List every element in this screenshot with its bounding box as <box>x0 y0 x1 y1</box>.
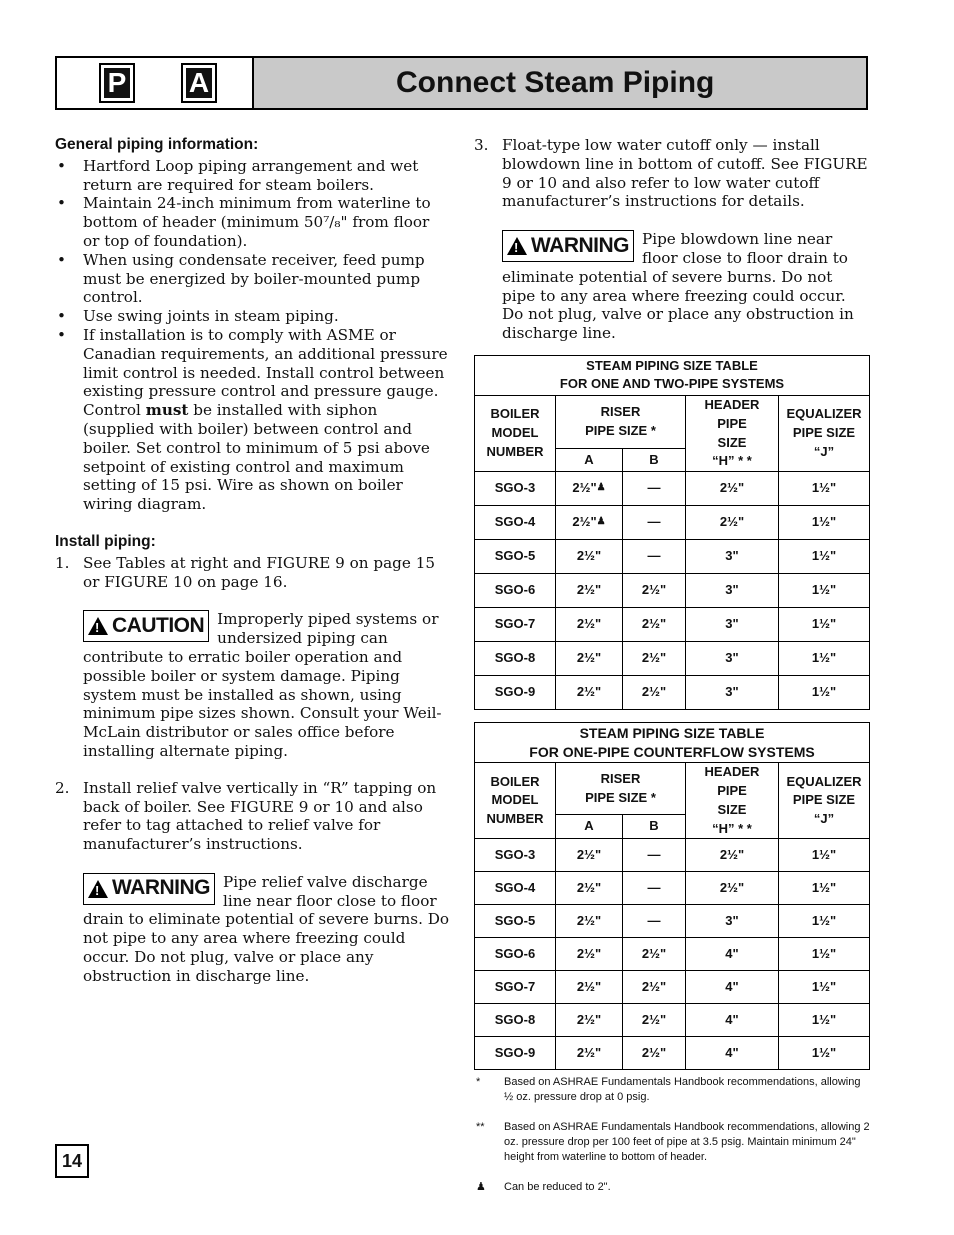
reduction-mark-icon: ♟ <box>596 482 606 494</box>
header-line: HEADER <box>704 396 760 412</box>
col-header-b: B <box>623 815 686 839</box>
col-header-b: B <box>623 448 686 471</box>
footnote <box>474 1120 870 1165</box>
cell-riser-a <box>556 506 623 540</box>
cell-model: SGO-5 <box>475 540 556 574</box>
header-line: “J” <box>813 811 835 827</box>
step-number: 1. <box>55 553 70 572</box>
header-line: “H” * * <box>712 453 752 469</box>
caution-block <box>83 610 450 760</box>
cell-header: 3" <box>686 574 779 608</box>
cell-model: SGO-3 <box>475 472 556 506</box>
cell-header: 3" <box>686 642 779 676</box>
col-header-riser <box>556 763 686 815</box>
header-line: HEADER <box>704 764 760 780</box>
warning-text: Pipe relief valve discharge line near floor close to floor drain to eliminate potential of severe burns. Do not pipe to any area where freezing could occur. Do not plug, valve or place any obstruction in discharge line. <box>83 872 450 985</box>
col-header-equalizer <box>779 395 870 471</box>
cell-equalizer: 1½" <box>779 506 870 540</box>
bullet-item: • When using condensate receiver, feed pump must be energized by boiler-mounted pump control. <box>55 251 450 307</box>
table-row <box>475 574 870 608</box>
header-line: SIZE <box>717 434 747 450</box>
cell-equalizer: 1½" <box>779 472 870 506</box>
table-title <box>475 355 870 395</box>
step-number: 2. <box>55 778 70 797</box>
warning-badge <box>502 230 634 262</box>
cell-header: 3" <box>686 608 779 642</box>
cell-riser-b: — <box>623 872 686 905</box>
cell-riser-b: — <box>623 506 686 540</box>
header-line: SIZE <box>717 801 747 817</box>
footnote <box>474 1075 870 1105</box>
footnote-mark: ♟ <box>476 1181 486 1194</box>
cell-riser-a: 2½" <box>556 540 623 574</box>
footnote-mark: ** <box>476 1121 485 1134</box>
caution-badge <box>83 610 209 642</box>
table-row <box>475 839 870 872</box>
cell-riser-b: 2½" <box>623 608 686 642</box>
cell-riser-a: 2½" <box>556 938 623 971</box>
bullet-item: • Hartford Loop piping arrangement and wet return are required for steam boilers. <box>55 157 450 195</box>
cell-header: 4" <box>686 1004 779 1037</box>
caution-label: CAUTION <box>112 613 205 637</box>
cell-riser-b: 2½" <box>623 938 686 971</box>
footnote <box>474 1180 870 1195</box>
cell-riser-a: 2½" <box>556 905 623 938</box>
cell-riser-a: 2½" <box>556 642 623 676</box>
table-row <box>475 938 870 971</box>
cell-equalizer: 1½" <box>779 971 870 1004</box>
cell-model: SGO-9 <box>475 1037 556 1070</box>
cell-equalizer: 1½" <box>779 1004 870 1037</box>
cell-header: 4" <box>686 1037 779 1070</box>
cell-riser-a: 2½" <box>556 574 623 608</box>
assembly-tab-icon: A <box>181 63 217 103</box>
cell-equalizer: 1½" <box>779 608 870 642</box>
header-line: RISER <box>600 404 641 420</box>
cell-riser-b: — <box>623 839 686 872</box>
cell-model: SGO-7 <box>475 971 556 1004</box>
header-line: BOILER <box>490 773 540 789</box>
header-line: PIPE SIZE * <box>585 422 656 438</box>
cell-riser-b: 2½" <box>623 574 686 608</box>
cell-equalizer: 1½" <box>779 839 870 872</box>
col-header-model <box>475 395 556 471</box>
header-line: EQUALIZER <box>786 406 862 422</box>
footnotes <box>474 1075 870 1195</box>
cell-riser-b: 2½" <box>623 1037 686 1070</box>
cell-model: SGO-7 <box>475 608 556 642</box>
warning-text: Pipe blowdown line near floor close to floor drain to eliminate potential of severe burns. Do not pipe to any area where freezing could occur. Do not plug, valve or place any obstruction in discharge line. <box>502 230 854 343</box>
cell-header: 3" <box>686 540 779 574</box>
header-line: PIPE <box>717 782 747 798</box>
step-3 <box>474 136 870 211</box>
cell-equalizer: 1½" <box>779 676 870 710</box>
warning-block-blowdown <box>502 230 870 343</box>
header-line: RISER <box>600 770 641 786</box>
cell-header: 2½" <box>686 506 779 540</box>
step-number: 3. <box>474 136 489 154</box>
cell-riser-a: 2½" <box>556 676 623 710</box>
cell-model: SGO-6 <box>475 574 556 608</box>
cell-header: 2½" <box>686 839 779 872</box>
cell-riser-b: 2½" <box>623 1004 686 1037</box>
warning-badge <box>83 873 215 905</box>
bullet-item: • Maintain 24-inch minimum from waterline to bottom of header (minimum 50⁷/₈" from floor or top of foundation). <box>55 194 450 250</box>
page-title: Connect Steam Piping <box>254 58 866 108</box>
table-title-line: FOR ONE-PIPE COUNTERFLOW SYSTEMS <box>529 743 815 760</box>
col-header-a: A <box>556 815 623 839</box>
col-header-header-pipe <box>686 763 779 839</box>
piping-tab-icon: P <box>99 63 135 103</box>
warning-label: WARNING <box>112 876 210 900</box>
page-number: 14 <box>55 1144 89 1178</box>
step-text: See Tables at right and FIGURE 9 on page 15 or FIGURE 10 on page 16. <box>83 553 436 591</box>
header-line: PIPE SIZE <box>792 425 856 441</box>
table-row <box>475 1037 870 1070</box>
step-2 <box>55 779 450 854</box>
header-line: BOILER <box>490 406 540 422</box>
steam-piping-table-2 <box>474 722 870 1070</box>
cell-model: SGO-4 <box>475 872 556 905</box>
cell-header: 4" <box>686 971 779 1004</box>
cell-riser-a: 2½" <box>556 872 623 905</box>
header-line: MODEL <box>491 425 539 441</box>
footnote-text: Based on ASHRAE Fundamentals Handbook recommendations, allowing 2 oz. pressure drop per 100 feet of pipe at 3.5 psig. Maintain minimum 24" height from waterline to bottom of header. <box>504 1121 870 1164</box>
bullet-text: be installed with siphon (supplied with boiler) between control and boiler. Set control to minimum of 5 psi above setpoint of existing control and maximum setting of 15 psi. Wire as shown on boiler wiring diagram. <box>83 401 430 514</box>
step-text: Float-type low water cutoff only — install blowdown line in bottom of cutoff. See FIGURE 9 or 10 and also refer to low water cutoff manufacturer’s instructions for details. <box>502 136 868 211</box>
table-title-line: FOR ONE AND TWO-PIPE SYSTEMS <box>559 376 785 392</box>
header-line: MODEL <box>491 792 539 808</box>
install-piping-heading: Install piping: <box>55 532 156 550</box>
warning-block-relief <box>83 873 450 986</box>
alert-triangle-icon <box>88 880 108 898</box>
cell-model: SGO-9 <box>475 676 556 710</box>
table-row <box>475 872 870 905</box>
header-line: PIPE SIZE * <box>585 789 656 805</box>
cell-riser-b: — <box>623 472 686 506</box>
header-line: PIPE <box>717 415 747 431</box>
cell-header: 4" <box>686 938 779 971</box>
cell-riser-b: 2½" <box>623 676 686 710</box>
warning-label: WARNING <box>531 233 629 257</box>
cell-equalizer: 1½" <box>779 938 870 971</box>
cell-riser-a: 2½" <box>556 839 623 872</box>
table-row <box>475 642 870 676</box>
header-line: “J” <box>813 443 835 459</box>
page-header <box>55 56 868 110</box>
cell-riser-a: 2½" <box>556 1037 623 1070</box>
col-header-equalizer <box>779 763 870 839</box>
cell-value: 2½" <box>572 480 597 496</box>
table-title-line: STEAM PIPING SIZE TABLE <box>579 724 765 741</box>
cell-header: 3" <box>686 905 779 938</box>
steam-piping-table-1 <box>474 355 870 710</box>
cell-equalizer: 1½" <box>779 872 870 905</box>
reduction-mark-icon: ♟ <box>596 516 606 528</box>
col-header-a: A <box>556 448 623 471</box>
footnote-text: Can be reduced to 2". <box>504 1181 611 1194</box>
footnote-text: Based on ASHRAE Fundamentals Handbook recommendations, allowing ½ oz. pressure drop at 0 psig. <box>504 1076 861 1104</box>
cell-equalizer: 1½" <box>779 540 870 574</box>
cell-equalizer: 1½" <box>779 642 870 676</box>
cell-riser-a <box>556 472 623 506</box>
bullet-text: If installation is to comply with ASME or Canadian requirements, an additional pressure limit control is needed. Install control between existing pressure control and pressure gauge. Control <box>83 325 448 420</box>
table-row <box>475 608 870 642</box>
bullet-item: • Use swing joints in steam piping. <box>55 307 450 326</box>
cell-riser-a: 2½" <box>556 608 623 642</box>
alert-triangle-icon <box>88 617 108 635</box>
bullet-emphasis: must <box>145 401 189 420</box>
bullet-item <box>55 326 450 514</box>
footnote-mark: * <box>476 1076 481 1089</box>
cell-riser-a: 2½" <box>556 971 623 1004</box>
cell-header: 2½" <box>686 472 779 506</box>
cell-riser-b: — <box>623 540 686 574</box>
col-header-riser <box>556 395 686 448</box>
table-row <box>475 472 870 506</box>
table-row <box>475 1004 870 1037</box>
cell-header: 2½" <box>686 872 779 905</box>
header-line: PIPE SIZE <box>792 792 856 808</box>
table-row <box>475 905 870 938</box>
cell-equalizer: 1½" <box>779 1037 870 1070</box>
right-column <box>474 136 870 1195</box>
col-header-model <box>475 763 556 839</box>
step-text: Install relief valve vertically in “R” tapping on back of boiler. See FIGURE 9 or 10 and also refer to tag attached to relief valve for manufacturer’s instructions. <box>83 778 437 854</box>
table-row <box>475 676 870 710</box>
cell-model: SGO-6 <box>475 938 556 971</box>
cell-model: SGO-3 <box>475 839 556 872</box>
table-row <box>475 540 870 574</box>
cell-riser-b: 2½" <box>623 971 686 1004</box>
section-icons <box>57 58 254 108</box>
cell-model: SGO-5 <box>475 905 556 938</box>
cell-header: 3" <box>686 676 779 710</box>
table-row <box>475 506 870 540</box>
cell-riser-b: 2½" <box>623 642 686 676</box>
step-1 <box>55 554 450 592</box>
cell-model: SGO-8 <box>475 1004 556 1037</box>
cell-equalizer: 1½" <box>779 574 870 608</box>
alert-triangle-icon <box>507 237 527 255</box>
cell-model: SGO-8 <box>475 642 556 676</box>
cell-riser-b: — <box>623 905 686 938</box>
header-line: EQUALIZER <box>786 773 862 789</box>
cell-equalizer: 1½" <box>779 905 870 938</box>
general-bullets <box>55 157 450 514</box>
cell-model: SGO-4 <box>475 506 556 540</box>
table-row <box>475 971 870 1004</box>
cell-riser-a: 2½" <box>556 1004 623 1037</box>
cell-value: 2½" <box>572 514 597 530</box>
header-line: NUMBER <box>486 811 544 827</box>
caution-text: Improperly piped systems or undersized piping can contribute to erratic boiler operation and possible boiler or system damage. Piping system must be installed as shown, using minimum pipe sizes shown. Consult your Weil-McLain distributor or sales office before installing alternate piping. <box>83 610 442 760</box>
left-column <box>55 136 450 986</box>
table-title-line: STEAM PIPING SIZE TABLE <box>586 357 758 373</box>
table-title <box>475 723 870 763</box>
col-header-header-pipe <box>686 395 779 471</box>
general-piping-heading: General piping information: <box>55 136 259 153</box>
header-line: NUMBER <box>486 443 544 459</box>
header-line: “H” * * <box>712 820 752 836</box>
